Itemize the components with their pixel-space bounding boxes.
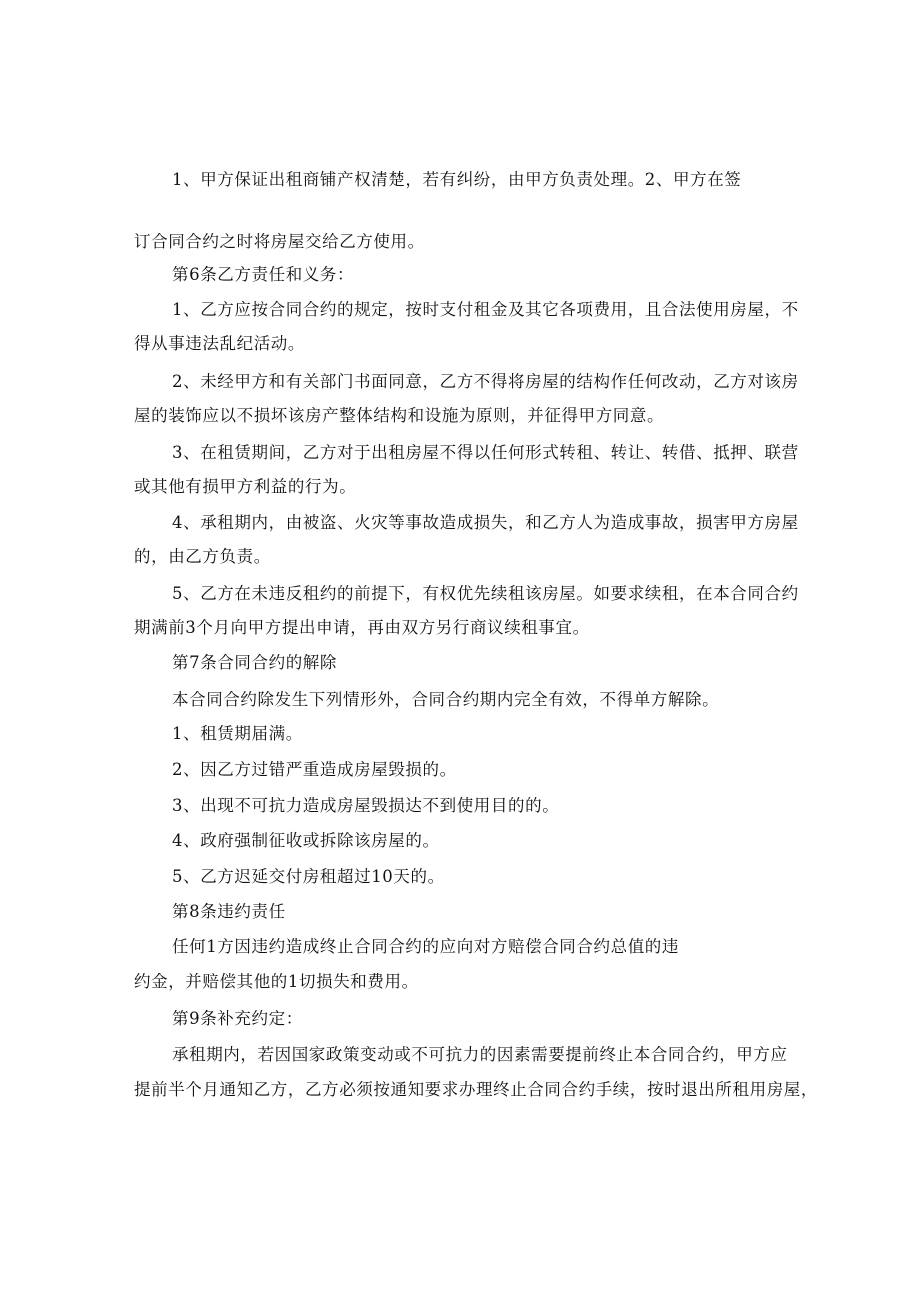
paragraph-line: 期满前3个月向甲方提出申请，再由双方另行商议续租事宜。 (134, 618, 590, 637)
list-item: 1、租赁期届满。 (172, 724, 303, 743)
section-heading: 第6条乙方责任和义务： (172, 265, 355, 284)
list-item: 4、政府强制征收或拆除该房屋的。 (172, 831, 440, 850)
paragraph-line: 1、乙方应按合同合约的规定，按时支付租金及其它各项费用，且合法使用房屋，不 (172, 300, 799, 319)
section-heading: 第8条违约责任 (172, 902, 286, 921)
paragraph-line: 1、甲方保证出租商铺产权清楚，若有纠纷，由甲方负责处理。2、甲方在签 (172, 170, 742, 189)
list-item: 5、乙方迟延交付房租超过10天的。 (172, 867, 445, 886)
paragraph-line: 订合同合约之时将房屋交给乙方使用。 (134, 232, 425, 251)
paragraph-line: 提前半个月通知乙方，乙方必须按通知要求办理终止合同合约手续，按时退出所租用房屋， (134, 1080, 818, 1099)
paragraph-line: 承租期内，若因国家政策变动或不可抗力的因素需要提前终止本合同合约，甲方应 (172, 1045, 788, 1064)
paragraph-line: 的，由乙方负责。 (134, 547, 271, 566)
paragraph-line: 2、未经甲方和有关部门书面同意，乙方不得将房屋的结构作任何改动，乙方对该房 (172, 372, 799, 391)
list-item: 2、因乙方过错严重造成房屋毁损的。 (172, 760, 457, 779)
paragraph-line: 或其他有损甲方利益的行为。 (134, 477, 357, 496)
list-item: 3、出现不可抗力造成房屋毁损达不到使用目的的。 (172, 796, 560, 815)
paragraph-line: 5、乙方在未违反租约的前提下，有权优先续租该房屋。如要求续租，在本合同合约 (172, 584, 799, 603)
section-heading: 第9条补充约定： (172, 1009, 303, 1028)
paragraph-line: 3、在租赁期间，乙方对于出租房屋不得以任何形式转租、转让、转借、抵押、联营 (172, 443, 799, 462)
paragraph-line: 4、承租期内，由被盗、火灾等事故造成损失，和乙方人为造成事故，损害甲方房屋 (172, 513, 799, 532)
paragraph-line: 本合同合约除发生下列情形外，合同合约期内完全有效，不得单方解除。 (172, 690, 720, 709)
paragraph-line: 屋的装饰应以不损坏该房产整体结构和设施为原则，并征得甲方同意。 (134, 406, 665, 425)
paragraph-line: 任何1方因违约造成终止合同合约的应向对方赔偿合同合约总值的违 (172, 937, 679, 956)
paragraph-line: 约金，并赔偿其他的1切损失和费用。 (134, 972, 419, 991)
section-heading: 第7条合同合约的解除 (172, 653, 337, 672)
paragraph-line: 得从事违法乱纪活动。 (134, 334, 305, 353)
